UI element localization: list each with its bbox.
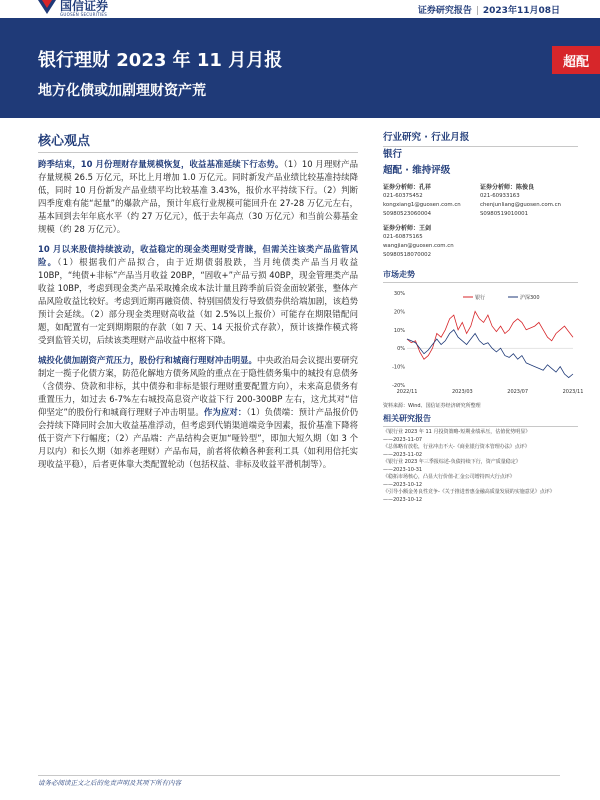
related-list — [383, 429, 578, 504]
related-item[interactable] — [383, 429, 578, 444]
series-line-银行 — [407, 311, 573, 359]
analyst-license: S0980518070002 — [383, 252, 432, 258]
y-tick-label: 0% — [397, 346, 405, 353]
report-type: 证券研究报告 — [417, 6, 472, 16]
report-date: 2023年11月08日 — [482, 6, 560, 16]
paragraph-3 — [38, 354, 358, 471]
analyst-phone: 021-60875165 — [383, 234, 423, 240]
report-meta: 证券研究报告 | 2023年11月08日 — [417, 6, 560, 16]
analyst-card — [480, 183, 577, 219]
series-line-沪深300 — [407, 330, 573, 378]
paragraph-body: 中央政治局会议提出要研究制定一揽子化债方案，防范化解地方债务风险的重点在于隐性债务集中的城投有息债务（含债券、贷款和非标，其中债券和非标是银行理财重要配置方向），未来高息债务有重置压力，如过去 6-7%左右城投高息资产收益下行 200-300BP 左右，这尤其对“信仰坚定”的股份行和城商行理财子冲击明显。 — [38, 355, 359, 417]
related-text[interactable]: 《银行业 2023 年三季报综述-负债持续下行，资产质量稳定》 — [383, 459, 521, 465]
paragraph-body: （1）负债端：预计产品报价仍会持续下降同时会加大收益基准浮动，但考虑到代销渠道端竞争因素，报价基准下降将低于资产下行幅度；（2）产品端：产品结构会更加“哑铃型”，即加大短久期（如 3 个月以内）和长久期（如养老理财）产品布局，前者将依赖各种套利工具（如利用信托实现收益平稳），后者更体靠大类配置轮动（包括权益、非标及收益平滑机制等）。 — [38, 407, 359, 469]
y-tick-label: 20% — [393, 309, 405, 316]
paragraph-lead: 10 月以来股债持续波动，收益稳定的现金类理财受青睐，但需关注该类产品监管风险。 — [38, 244, 358, 267]
report-subtitle: 地方化债或加剧理财资产荒 — [38, 83, 206, 99]
analyst-name: 证券分析师：孔祥 — [383, 184, 432, 191]
analyst-name: 证券分析师：王剑 — [383, 225, 432, 232]
sector-label: 银行 — [383, 149, 403, 160]
title-banner — [0, 18, 600, 118]
analyst-card — [383, 183, 480, 219]
logo-icon — [38, 0, 56, 14]
related-date: ——2023-10-31 — [383, 466, 423, 473]
paragraph-body: （1）根据我们产品拟合，由于近期债弱股跌，当月纯债类产品当月收益 10BP，“纯债+非标”产品当月收益 20BP，“固收+”产品亏损 40BP，现金管理类产品收益 10BP，考虑到现金类产品采取摊余成本法计量且跨季前后资金面较紧张，整体产品风险收益比较好。考虑到近期再融资债、特别国债发行导致债券供给端加剧，该趋势预计会延续。（2）部分现金类理财高收益（如 2.5%以上报价）可能存在期限错配问题，如配置有一定到期期限的存款（如 7 天、14 天报价式存款），预计该操作模式将受到监管关切，后续该类理财产品收益中枢将下降。 — [38, 257, 358, 345]
paragraph-body: （1）10 月理财产品存量规模 26.5 万亿元，环比上月增加 1.0 万亿元。同时新发产品业绩比较基准持续降低，同时 10 月份新发产品业绩平均比较基准 3.43%，报价水平持续下行。（2）判断四季度难有能“起量”的爆款产品，预计年底行业规模可能回升在 27-28 万亿元左右，基本回到去年年底水平（约 27 万亿元），低于去年高点（30 万亿元）和当前公募基金规模（约 28 万亿元）。 — [38, 159, 358, 234]
logo-en: GUOSEN SECURITIES — [60, 12, 108, 17]
analyst-list — [383, 183, 578, 265]
related-item[interactable] — [383, 444, 578, 459]
header-bar — [0, 0, 600, 18]
industry-label: 行业研究 · 行业月报 — [383, 130, 578, 147]
x-tick-label: 2022/11 — [396, 389, 418, 395]
report-title: 银行理财 2023 年 11 月月报 — [38, 50, 283, 71]
analyst-email: kongxiang1@guosen.com.cn — [383, 202, 461, 208]
company-logo — [38, 0, 108, 18]
analyst-card — [383, 224, 480, 260]
paragraph-lead: 城投化债加剧资产荒压力，股份行和城商行理财冲击明显。 — [38, 355, 257, 365]
rating-tab: 超配 — [552, 46, 600, 74]
related-date: ——2023-10-12 — [383, 481, 423, 488]
analyst-license: S0980519010001 — [480, 211, 529, 217]
legend-label: 沪深300 — [520, 295, 540, 301]
related-date: ——2023-11-02 — [383, 451, 423, 458]
analyst-email: wangjian@guosen.com.cn — [383, 243, 454, 249]
market-title: 市场走势 — [383, 269, 578, 283]
related-text[interactable]: 《总体略有放松，行业冲击不大-《商业银行资本管理办法》点评》 — [383, 444, 530, 450]
analyst-license: S0980523060004 — [383, 211, 432, 217]
analyst-phone: 021-60375452 — [383, 193, 423, 199]
related-item[interactable] — [383, 474, 578, 489]
y-tick-label: 30% — [393, 291, 405, 297]
paragraph-2 — [38, 243, 358, 347]
main-column — [38, 130, 358, 478]
x-tick-label: 2023/03 — [451, 389, 473, 395]
related-text[interactable]: 《稳拓市场核心，凸显大行价值-汇金公司增持四大行点评》 — [383, 474, 515, 480]
disclaimer-footer: 请务必阅读正文之后的免责声明及其项下所有内容 — [38, 775, 560, 787]
paragraph-lead: 作为应对： — [203, 407, 247, 417]
analyst-phone: 021-60933163 — [480, 193, 520, 199]
related-text[interactable]: 《引导小额金务良性竞争-《关于推进普惠金融高质量发展的实施意见》点评》 — [383, 489, 555, 495]
y-tick-label: -10% — [392, 364, 405, 371]
section-title: 核心观点 — [38, 130, 358, 153]
side-column — [383, 130, 584, 504]
x-tick-label: 2023/11 — [562, 389, 584, 395]
related-item[interactable] — [383, 459, 578, 474]
y-tick-label: 10% — [393, 327, 405, 334]
related-date: ——2023-11-07 — [383, 436, 423, 443]
analyst-email: chenjunliang@guosen.com.cn — [480, 202, 561, 208]
x-tick-label: 2023/07 — [507, 389, 529, 395]
y-tick-label: -20% — [392, 383, 405, 389]
related-text[interactable]: 《银行业 2023 年 11 月投资策略-短期业绩承压，估值优势明显》 — [383, 429, 531, 435]
rating-label: 超配 · 维持评级 — [383, 165, 451, 176]
related-title: 相关研究报告 — [383, 413, 578, 427]
related-item[interactable] — [383, 489, 578, 504]
paragraph-lead: 跨季结束，10 月份理财存量规模恢复，收益基准延续下行态势。 — [38, 159, 284, 169]
related-date: ——2023-10-12 — [383, 496, 423, 503]
logo-cn: 国信证券 — [60, 0, 109, 13]
legend-label: 银行 — [475, 295, 486, 301]
analyst-name: 证券分析师：陈俊良 — [480, 184, 535, 191]
paragraph-1 — [38, 158, 358, 236]
market-trend-chart — [383, 287, 584, 397]
chart-source: 资料来源：Wind、国信证券经济研究所整理 — [383, 403, 481, 409]
